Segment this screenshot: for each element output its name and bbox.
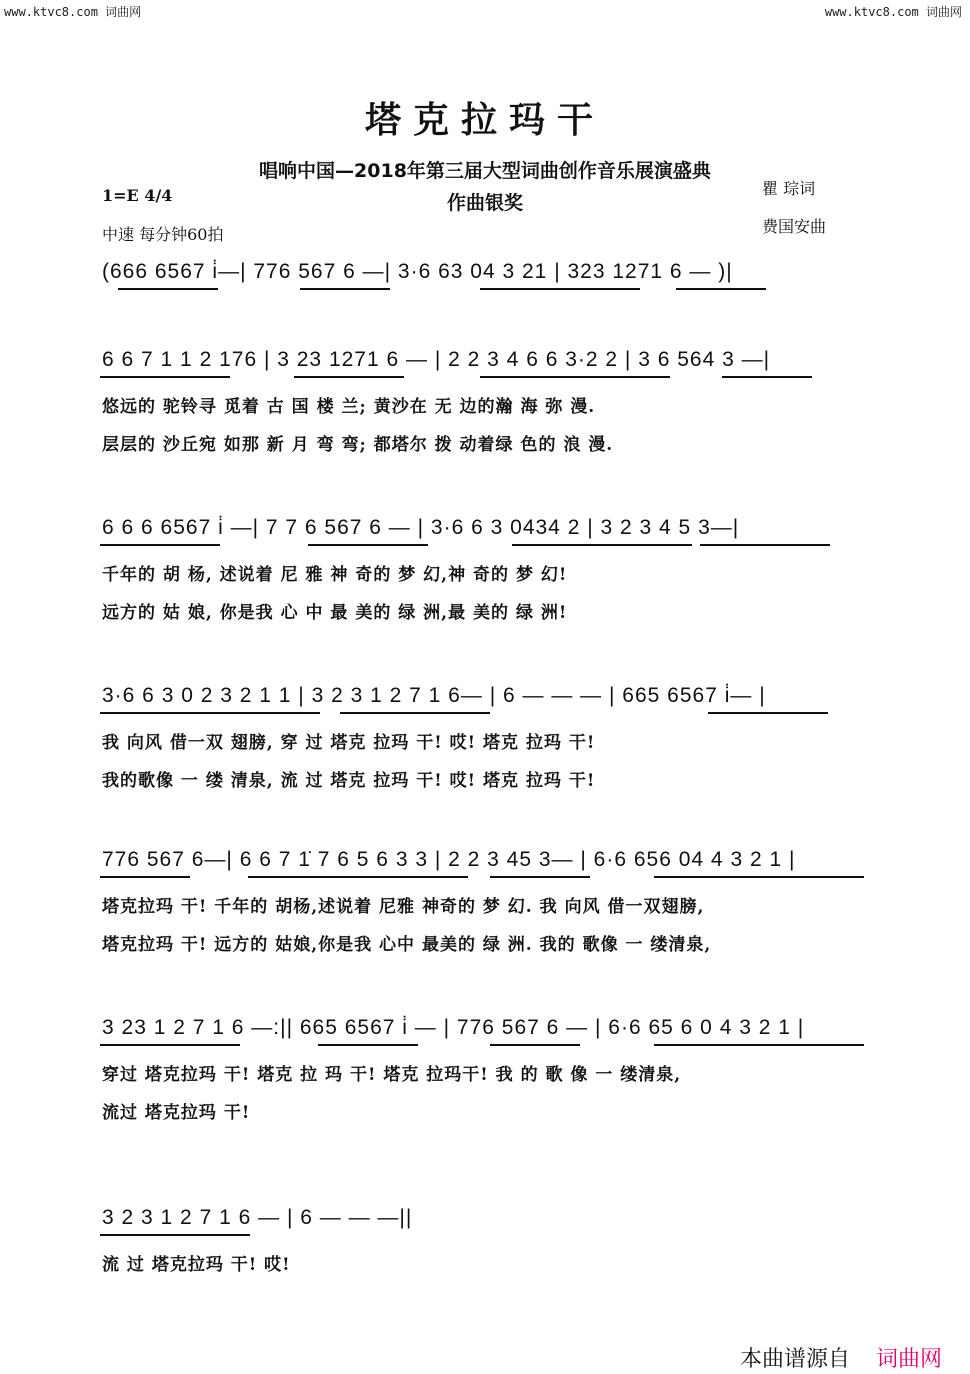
lyric-row-4-verse-2: 塔克拉玛 干! 远方的 姑娘,你是我 心中 最美的 绿 洲. 我的 歌像 一 缕清泉, — [102, 935, 712, 955]
lyric-row-2-verse-1: 千年的 胡 杨, 述说着 尼 雅 神 奇的 梦 幻,神 奇的 梦 幻! — [102, 565, 568, 585]
watermark-right: www.ktvc8.com 词曲网 — [824, 5, 962, 19]
footer-source-label: 本曲谱源自 — [740, 1347, 851, 1372]
lyric-row-5-verse-2: 流过 塔克拉玛 干! — [102, 1103, 251, 1123]
notation-row-4: 776 567 6—| 6 6 7 1̇ 7 6 5 6 3 3 | 2 2 3 45 3— | 6·6 656 04 4 3 2 1 | — [102, 848, 796, 871]
lyric-row-4-verse-1: 塔克拉玛 干! 千年的 胡杨,述说着 尼雅 神奇的 梦 幻. 我 向风 借一双翅膀, — [102, 897, 705, 917]
key-signature: 1=E 4/4 — [102, 186, 173, 205]
tempo: 中速 每分钟60拍 — [102, 225, 224, 244]
lyric-row-3-verse-2: 我的歌像 一 缕 清泉, 流 过 塔克 拉玛 干! 哎! 塔克 拉玛 干! — [102, 771, 596, 791]
subtitle-award: 唱响中国—2018年第三届大型词曲创作音乐展演盛典 — [259, 160, 711, 182]
lyric-row-1-verse-2: 层层的 沙丘宛 如那 新 月 弯 弯; 都塔尔 拨 动着绿 色的 浪 漫. — [102, 435, 614, 455]
lyric-row-5-verse-1: 穿过 塔克拉玛 干! 塔克 拉 玛 干! 塔克 拉玛干! 我 的 歌 像 一 缕清泉, — [102, 1065, 682, 1085]
composer: 费国安曲 — [762, 217, 827, 236]
footer-source-site[interactable]: 词曲网 — [876, 1347, 943, 1372]
song-title: 塔克拉玛干 — [364, 100, 605, 141]
subtitle-prize: 作曲银奖 — [446, 192, 523, 214]
watermark-left: www.ktvc8.com 词曲网 — [4, 5, 142, 19]
notation-row-5: 3 23 1 2 7 1 6 —:|| 665 6567 i̇ — | 776 567 6 — | 6·6 65 6 0 4 3 2 1 | — [102, 1016, 805, 1039]
notation-row-2: 6 6 6 6567 i̇ —| 7 7 6 567 6 — | 3·6 6 3 0434 2 | 3 2 3 4 5 3—| — [102, 516, 740, 539]
notation-row-6: 3 2 3 1 2 7 1 6 — | 6 — — —|| — [102, 1206, 413, 1229]
lyric-row-3-verse-1: 我 向风 借一双 翅膀, 穿 过 塔克 拉玛 干! 哎! 塔克 拉玛 干! — [102, 733, 596, 753]
notation-row-1: 6 6 7 1 1 2 176 | 3 23 1271 6 — | 2 2 3 4 6 6 3·2 2 | 3 6 564 3 —| — [102, 348, 771, 371]
lyric-row-2-verse-2: 远方的 姑 娘, 你是我 心 中 最 美的 绿 洲,最 美的 绿 洲! — [102, 603, 568, 623]
notation-row-3: 3·6 6 3 0 2 3 2 1 1 | 3 2 3 1 2 7 1 6— | 6 — — — | 665 6567 i̇— | — [102, 684, 766, 707]
notation-row-intro: (666 6567 i̇—| 776 567 6 —| 3·6 63 04 3 21 | 323 1271 6 — )| — [102, 260, 733, 283]
lyric-row-6-verse-1: 流 过 塔克拉玛 干! 哎! — [102, 1255, 291, 1275]
lyric-row-1-verse-1: 悠远的 驼铃寻 觅着 古 国 楼 兰; 黄沙在 无 边的瀚 海 弥 漫. — [102, 397, 596, 417]
lyricist: 瞿 琮词 — [762, 179, 816, 198]
